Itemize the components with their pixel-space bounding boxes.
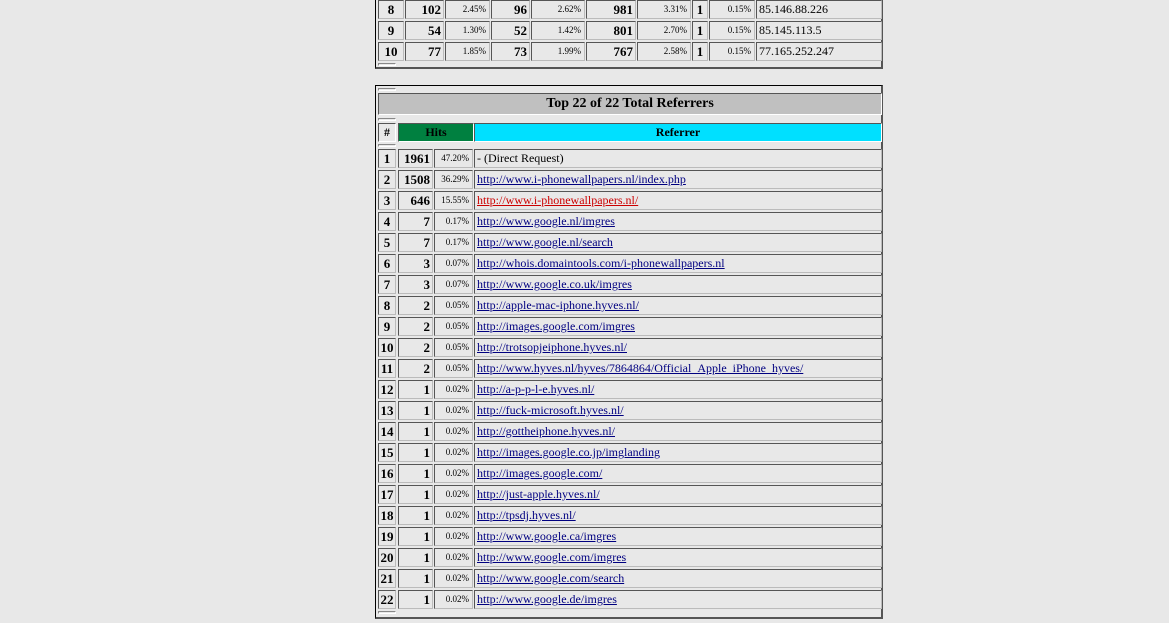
- referrer-hits-value: 1: [398, 548, 433, 567]
- referrer-hits-percent: 0.17%: [434, 233, 473, 252]
- files-value: 52: [491, 21, 530, 40]
- referrer-row-index: 7: [378, 275, 396, 294]
- referrer-link[interactable]: http://www.i-phonewallpapers.nl/index.php: [477, 172, 686, 186]
- referrer-hits-value: 1961: [398, 149, 433, 168]
- referrer-hits-value: 2: [398, 317, 433, 336]
- referrer-hits-value: 1508: [398, 170, 433, 189]
- referrer-hits-percent: 0.02%: [434, 464, 473, 483]
- header-hits: Hits: [398, 123, 474, 142]
- referrer-cell: [474, 590, 882, 609]
- row-index: 9: [378, 21, 404, 40]
- referrer-hits-value: 2: [398, 359, 433, 378]
- referrer-cell: [474, 254, 882, 273]
- visits-value: 1: [692, 21, 708, 40]
- referrer-row-index: 15: [378, 443, 396, 462]
- referrer-link[interactable]: http://just-apple.hyves.nl/: [477, 487, 600, 501]
- referrer-hits-percent: 0.17%: [434, 212, 473, 231]
- hits-value: 54: [405, 21, 444, 40]
- referrer-hits-value: 3: [398, 275, 433, 294]
- referrer-cell: [474, 443, 882, 462]
- referrer-cell: [474, 548, 882, 567]
- referrer-link[interactable]: http://whois.domaintools.com/i-phonewallpapers.nl: [477, 256, 725, 270]
- referrer-hits-percent: 15.55%: [434, 191, 473, 210]
- referrer-hits-percent: 0.02%: [434, 527, 473, 546]
- referrer-link[interactable]: http://images.google.co.jp/imglanding: [477, 445, 660, 459]
- referrer-link[interactable]: http://images.google.com/imgres: [477, 319, 635, 333]
- referrer-link[interactable]: http://www.google.co.uk/imgres: [477, 277, 632, 291]
- kbytes-percent: 3.31%: [637, 0, 691, 19]
- referrer-row-index: 1: [378, 149, 396, 168]
- files-value: 96: [491, 0, 530, 19]
- referrer-link[interactable]: http://trotsopjeiphone.hyves.nl/: [477, 340, 627, 354]
- referrer-row-index: 19: [378, 527, 396, 546]
- referrer-cell: [474, 569, 882, 588]
- referrer-link[interactable]: http://tpsdj.hyves.nl/: [477, 508, 576, 522]
- kbytes-value: 981: [586, 0, 636, 19]
- row-index: 10: [378, 42, 404, 61]
- referrer-link[interactable]: http://images.google.com/: [477, 466, 603, 480]
- referrer-cell: [474, 527, 882, 546]
- referrer-hits-percent: 0.05%: [434, 296, 473, 315]
- hits-percent: 1.85%: [445, 42, 490, 61]
- referrer-hits-percent: 47.20%: [434, 149, 473, 168]
- referrer-hits-percent: 0.02%: [434, 485, 473, 504]
- referrer-hits-percent: 0.02%: [434, 569, 473, 588]
- referrer-hits-value: 1: [398, 422, 433, 441]
- referrer-cell: [474, 233, 882, 252]
- referrer-cell: [474, 317, 882, 336]
- referrer-hits-value: 7: [398, 212, 433, 231]
- visits-percent: 0.15%: [709, 0, 755, 19]
- kbytes-value: 801: [586, 21, 636, 40]
- referrers-title: Top 22 of 22 Total Referrers: [378, 93, 882, 115]
- referrer-link[interactable]: http://www.google.com/search: [477, 571, 625, 585]
- referrer-row-index: 20: [378, 548, 396, 567]
- referrer-hits-percent: 0.02%: [434, 548, 473, 567]
- referrer-text: - (Direct Request): [477, 151, 564, 165]
- files-percent: 2.62%: [531, 0, 585, 19]
- referrer-link[interactable]: http://a-p-p-l-e.hyves.nl/: [477, 382, 595, 396]
- referrer-hits-percent: 0.02%: [434, 422, 473, 441]
- referrer-link[interactable]: http://www.google.ca/imgres: [477, 529, 617, 543]
- referrer-hits-percent: 0.02%: [434, 590, 473, 609]
- kbytes-value: 767: [586, 42, 636, 61]
- hits-value: 77: [405, 42, 444, 61]
- referrer-hits-value: 1: [398, 506, 433, 525]
- referrer-hits-value: 1: [398, 527, 433, 546]
- visits-value: 1: [692, 42, 708, 61]
- kbytes-percent: 2.70%: [637, 21, 691, 40]
- files-percent: 1.42%: [531, 21, 585, 40]
- table-separator: [378, 118, 396, 121]
- referrer-cell: [474, 422, 882, 441]
- referrer-link[interactable]: http://gottheiphone.hyves.nl/: [477, 424, 615, 438]
- referrer-row-index: 6: [378, 254, 396, 273]
- visits-value: 1: [692, 0, 708, 19]
- referrer-cell: [474, 401, 882, 420]
- referrer-link[interactable]: http://www.hyves.nl/hyves/7864864/Official_Apple_iPhone_hyves/: [477, 361, 804, 375]
- referrer-hits-percent: 0.02%: [434, 506, 473, 525]
- header-index: #: [378, 123, 396, 142]
- referrer-hits-value: 1: [398, 485, 433, 504]
- hostname: 85.145.113.5: [756, 21, 882, 40]
- referrer-link[interactable]: http://www.google.nl/search: [477, 235, 613, 249]
- referrers-table: [375, 85, 883, 619]
- referrer-row-index: 8: [378, 296, 396, 315]
- referrer-row-index: 12: [378, 380, 396, 399]
- referrer-hits-percent: 0.07%: [434, 254, 473, 273]
- hits-value: 102: [405, 0, 444, 19]
- hostname: 85.146.88.226: [756, 0, 882, 19]
- referrer-cell: [474, 170, 882, 189]
- referrer-link[interactable]: http://www.google.de/imgres: [477, 592, 617, 606]
- referrer-row-index: 14: [378, 422, 396, 441]
- referrer-cell: [474, 296, 882, 315]
- referrer-row-index: 3: [378, 191, 396, 210]
- referrer-cell: [474, 380, 882, 399]
- hostname: 77.165.252.247: [756, 42, 882, 61]
- referrer-row-index: 11: [378, 359, 396, 378]
- referrer-cell: [474, 359, 882, 378]
- referrer-cell: [474, 275, 882, 294]
- referrer-hits-percent: 0.05%: [434, 338, 473, 357]
- referrer-hits-percent: 0.05%: [434, 317, 473, 336]
- referrer-hits-value: 1: [398, 401, 433, 420]
- referrer-hits-value: 3: [398, 254, 433, 273]
- referrer-hits-value: 7: [398, 233, 433, 252]
- referrer-cell: [474, 191, 882, 210]
- table-separator: [378, 144, 396, 147]
- referrer-cell: [474, 506, 882, 525]
- referrer-link[interactable]: http://fuck-microsoft.hyves.nl/: [477, 403, 624, 417]
- top-hosts-table: [375, 0, 883, 69]
- referrer-hits-percent: 0.02%: [434, 380, 473, 399]
- referrer-row-index: 16: [378, 464, 396, 483]
- header-referrer: Referrer: [474, 123, 882, 142]
- visits-percent: 0.15%: [709, 21, 755, 40]
- referrer-hits-value: 1: [398, 590, 433, 609]
- referrer-link[interactable]: http://www.google.nl/imgres: [477, 214, 615, 228]
- kbytes-percent: 2.58%: [637, 42, 691, 61]
- hits-percent: 1.30%: [445, 21, 490, 40]
- referrer-cell: [474, 464, 882, 483]
- referrer-hits-value: 646: [398, 191, 433, 210]
- referrer-hits-percent: 0.02%: [434, 401, 473, 420]
- referrer-cell: [474, 149, 882, 168]
- referrer-row-index: 4: [378, 212, 396, 231]
- referrer-link[interactable]: http://www.i-phonewallpapers.nl/: [477, 193, 639, 207]
- table-separator: [378, 88, 396, 91]
- referrer-hits-percent: 0.05%: [434, 359, 473, 378]
- referrer-row-index: 22: [378, 590, 396, 609]
- referrer-row-index: 9: [378, 317, 396, 336]
- files-percent: 1.99%: [531, 42, 585, 61]
- referrer-link[interactable]: http://www.google.com/imgres: [477, 550, 627, 564]
- referrer-row-index: 13: [378, 401, 396, 420]
- referrer-row-index: 21: [378, 569, 396, 588]
- referrer-hits-value: 1: [398, 569, 433, 588]
- referrer-row-index: 17: [378, 485, 396, 504]
- referrer-row-index: 18: [378, 506, 396, 525]
- referrer-row-index: 10: [378, 338, 396, 357]
- referrer-hits-value: 2: [398, 296, 433, 315]
- table-separator: [378, 63, 396, 66]
- files-value: 73: [491, 42, 530, 61]
- referrer-cell: [474, 485, 882, 504]
- referrer-cell: [474, 212, 882, 231]
- referrer-hits-value: 1: [398, 443, 433, 462]
- hits-percent: 2.45%: [445, 0, 490, 19]
- referrer-cell: [474, 338, 882, 357]
- referrer-hits-percent: 0.07%: [434, 275, 473, 294]
- table-separator: [378, 611, 396, 614]
- referrer-hits-percent: 36.29%: [434, 170, 473, 189]
- referrer-row-index: 5: [378, 233, 396, 252]
- referrer-hits-value: 2: [398, 338, 433, 357]
- referrer-row-index: 2: [378, 170, 396, 189]
- referrer-hits-percent: 0.02%: [434, 443, 473, 462]
- visits-percent: 0.15%: [709, 42, 755, 61]
- referrer-hits-value: 1: [398, 380, 433, 399]
- referrer-link[interactable]: http://apple-mac-iphone.hyves.nl/: [477, 298, 639, 312]
- row-index: 8: [378, 0, 404, 19]
- referrer-hits-value: 1: [398, 464, 433, 483]
